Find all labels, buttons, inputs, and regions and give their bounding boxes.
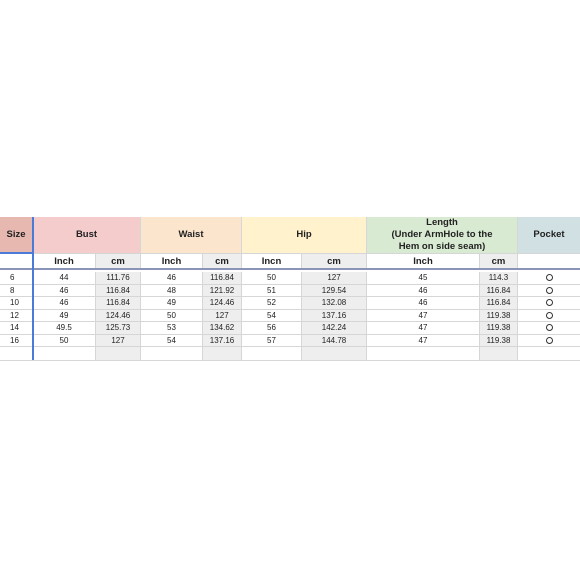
hip-inch-value: 57 <box>267 335 276 345</box>
cell-bust-cm[interactable] <box>96 272 141 285</box>
empty-cell[interactable] <box>302 347 367 361</box>
length-cm-value: 116.84 <box>486 285 511 295</box>
cell-hip-cm[interactable] <box>302 272 367 285</box>
empty-cell[interactable] <box>141 347 203 361</box>
length-inch-value: 46 <box>418 285 428 295</box>
waist-cm-value: 116.84 <box>210 273 234 283</box>
header-bust[interactable] <box>33 217 141 254</box>
waist-inch-value: 54 <box>167 335 176 345</box>
hip-cm-value: 127 <box>327 273 341 283</box>
cell-bust-inch[interactable] <box>33 335 96 348</box>
size-value: 6 <box>10 273 15 283</box>
waist-cm-value: 137.16 <box>209 335 235 345</box>
subheader-waist-inch-label: Inch <box>161 256 182 267</box>
waist-inch-value: 50 <box>167 310 176 320</box>
table-row <box>0 297 580 310</box>
header-waist-label: Waist <box>178 229 204 240</box>
waist-inch-value: 53 <box>167 323 176 333</box>
length-inch-value: 47 <box>418 323 428 333</box>
cell-pocket[interactable] <box>518 310 580 323</box>
subheader-length-inch-label: Inch <box>413 256 433 267</box>
subheader-waist-cm-label: cm <box>215 256 229 267</box>
empty-cell[interactable] <box>0 347 33 361</box>
cell-size[interactable] <box>0 297 33 310</box>
header-hip-label: Hip <box>296 229 312 240</box>
empty-cell[interactable] <box>367 347 480 361</box>
header-pocket-label: Pocket <box>533 229 565 240</box>
hip-inch-value: 54 <box>267 310 276 320</box>
cell-pocket[interactable] <box>518 272 580 285</box>
cell-size[interactable] <box>0 310 33 323</box>
header-waist[interactable] <box>141 217 242 254</box>
cell-length-inch[interactable] <box>367 272 480 285</box>
table-row <box>0 322 580 335</box>
cell-waist-inch[interactable] <box>141 310 203 323</box>
cell-waist-inch[interactable] <box>141 272 203 285</box>
cell-length-inch[interactable] <box>367 297 480 310</box>
length-inch-value: 47 <box>418 335 428 345</box>
empty-circle-icon[interactable] <box>546 312 553 319</box>
cell-length-cm[interactable] <box>480 297 518 310</box>
cell-length-cm[interactable] <box>480 335 518 348</box>
empty-cell[interactable] <box>203 347 242 361</box>
cell-size[interactable] <box>0 272 33 285</box>
empty-circle-icon[interactable] <box>546 287 553 294</box>
size-value: 12 <box>10 310 19 320</box>
subheader-length-cm-label: cm <box>491 256 506 267</box>
selection-border <box>32 217 34 360</box>
subheader-hip-inch-label: Incn <box>261 256 282 267</box>
length-cm-value: 119.38 <box>486 335 511 345</box>
cell-bust-cm[interactable] <box>96 285 141 298</box>
cell-bust-cm[interactable] <box>96 297 141 310</box>
bust-cm-value: 125.73 <box>105 323 131 333</box>
table-row <box>0 272 580 285</box>
hip-inch-value: 52 <box>267 298 276 308</box>
cell-size[interactable] <box>0 322 33 335</box>
cell-length-cm[interactable] <box>480 322 518 335</box>
header-length[interactable] <box>367 217 518 254</box>
cell-hip-inch[interactable] <box>242 297 302 310</box>
waist-cm-value: 134.62 <box>209 323 235 333</box>
hip-inch-value: 51 <box>267 285 276 295</box>
cell-hip-cm[interactable] <box>302 310 367 323</box>
waist-inch-value: 48 <box>167 285 176 295</box>
bust-inch-value: 46 <box>59 285 69 295</box>
header-hip[interactable] <box>242 217 367 254</box>
size-value: 8 <box>10 285 15 295</box>
empty-row <box>0 347 580 361</box>
length-cm-value: 119.38 <box>486 310 511 320</box>
length-inch-value: 45 <box>418 273 428 283</box>
size-value: 10 <box>10 298 19 308</box>
length-cm-value: 119.38 <box>486 323 511 333</box>
cell-length-cm[interactable] <box>480 285 518 298</box>
cell-size[interactable] <box>0 335 33 348</box>
waist-cm-value: 124.46 <box>209 298 235 308</box>
table-row <box>0 310 580 323</box>
cell-hip-inch[interactable] <box>242 310 302 323</box>
bust-cm-value: 124.46 <box>105 310 131 320</box>
cell-bust-cm[interactable] <box>96 322 141 335</box>
subheader-bust-cm-label: cm <box>111 256 125 267</box>
empty-circle-icon[interactable] <box>546 274 553 281</box>
size-value: 14 <box>10 323 19 333</box>
bust-cm-value: 111.76 <box>106 273 130 283</box>
cell-length-inch[interactable] <box>367 322 480 335</box>
length-inch-value: 47 <box>418 310 428 320</box>
bust-cm-value: 127 <box>111 335 125 345</box>
cell-bust-cm[interactable] <box>96 310 141 323</box>
waist-cm-value: 121.92 <box>209 285 235 295</box>
empty-circle-icon[interactable] <box>546 337 553 344</box>
length-inch-value: 46 <box>418 298 428 308</box>
cell-bust-inch[interactable] <box>33 297 96 310</box>
cell-length-inch[interactable] <box>367 335 480 348</box>
table-row <box>0 335 580 348</box>
hip-inch-value: 56 <box>267 323 276 333</box>
cell-hip-inch[interactable] <box>242 285 302 298</box>
empty-cell[interactable] <box>518 347 580 361</box>
hip-cm-value: 142.24 <box>321 323 347 333</box>
header-row <box>0 217 580 254</box>
cell-hip-inch[interactable] <box>242 335 302 348</box>
cell-pocket[interactable] <box>518 285 580 298</box>
cell-waist-inch[interactable] <box>141 322 203 335</box>
bust-cm-value: 116.84 <box>106 285 130 295</box>
hip-cm-value: 129.54 <box>321 285 347 295</box>
cell-waist-cm[interactable] <box>203 322 242 335</box>
cell-bust-inch[interactable] <box>33 272 96 285</box>
hip-cm-value: 144.78 <box>321 335 347 345</box>
cell-waist-cm[interactable] <box>203 297 242 310</box>
bust-inch-value: 50 <box>59 335 69 345</box>
header-bust-label: Bust <box>75 229 98 240</box>
header-size-label: Size <box>6 229 26 240</box>
empty-cell[interactable] <box>96 347 141 361</box>
table-row <box>0 285 580 298</box>
length-cm-value: 116.84 <box>486 298 511 308</box>
cell-bust-cm[interactable] <box>96 335 141 348</box>
bust-cm-value: 116.84 <box>106 298 130 308</box>
length-cm-value: 114.3 <box>488 273 509 283</box>
cell-hip-inch[interactable] <box>242 272 302 285</box>
cell-bust-inch[interactable] <box>33 322 96 335</box>
empty-circle-icon[interactable] <box>546 324 553 331</box>
cell-waist-cm[interactable] <box>203 335 242 348</box>
hip-cm-value: 137.16 <box>321 310 347 320</box>
cell-bust-inch[interactable] <box>33 285 96 298</box>
header-length-label: Length (Under ArmHole to the Hem on side seam) <box>391 217 493 252</box>
cell-pocket[interactable] <box>518 335 580 348</box>
cell-hip-cm[interactable] <box>302 285 367 298</box>
cell-hip-inch[interactable] <box>242 322 302 335</box>
cell-bust-inch[interactable] <box>33 310 96 323</box>
subheader-hip-cm-label: cm <box>327 256 341 267</box>
cell-waist-cm[interactable] <box>203 310 242 323</box>
size-chart-sheet <box>0 217 580 361</box>
cell-waist-cm[interactable] <box>203 272 242 285</box>
cell-waist-cm[interactable] <box>203 285 242 298</box>
bust-inch-value: 46 <box>59 298 69 308</box>
empty-circle-icon[interactable] <box>546 299 553 306</box>
waist-inch-value: 46 <box>167 273 176 283</box>
hip-cm-value: 132.08 <box>321 298 347 308</box>
selection-border <box>0 252 34 254</box>
empty-cell[interactable] <box>33 347 96 361</box>
header-size[interactable] <box>0 217 33 254</box>
size-value: 16 <box>10 335 19 345</box>
waist-cm-value: 127 <box>215 310 229 320</box>
cell-pocket[interactable] <box>518 322 580 335</box>
subheader-bust-inch-label: Inch <box>54 256 74 267</box>
cell-length-cm[interactable] <box>480 310 518 323</box>
hip-inch-value: 50 <box>267 273 276 283</box>
empty-cell[interactable] <box>480 347 518 361</box>
waist-inch-value: 49 <box>167 298 176 308</box>
cell-waist-inch[interactable] <box>141 297 203 310</box>
cell-length-cm[interactable] <box>480 272 518 285</box>
bust-inch-value: 49.5 <box>56 323 72 333</box>
header-divider <box>0 268 580 270</box>
cell-hip-cm[interactable] <box>302 335 367 348</box>
cell-waist-inch[interactable] <box>141 335 203 348</box>
empty-cell[interactable] <box>242 347 302 361</box>
cell-hip-cm[interactable] <box>302 322 367 335</box>
cell-length-inch[interactable] <box>367 310 480 323</box>
cell-waist-inch[interactable] <box>141 285 203 298</box>
cell-length-inch[interactable] <box>367 285 480 298</box>
bust-inch-value: 49 <box>59 310 69 320</box>
bust-inch-value: 44 <box>59 273 69 283</box>
cell-hip-cm[interactable] <box>302 297 367 310</box>
header-pocket[interactable] <box>518 217 580 254</box>
cell-pocket[interactable] <box>518 297 580 310</box>
cell-size[interactable] <box>0 285 33 298</box>
